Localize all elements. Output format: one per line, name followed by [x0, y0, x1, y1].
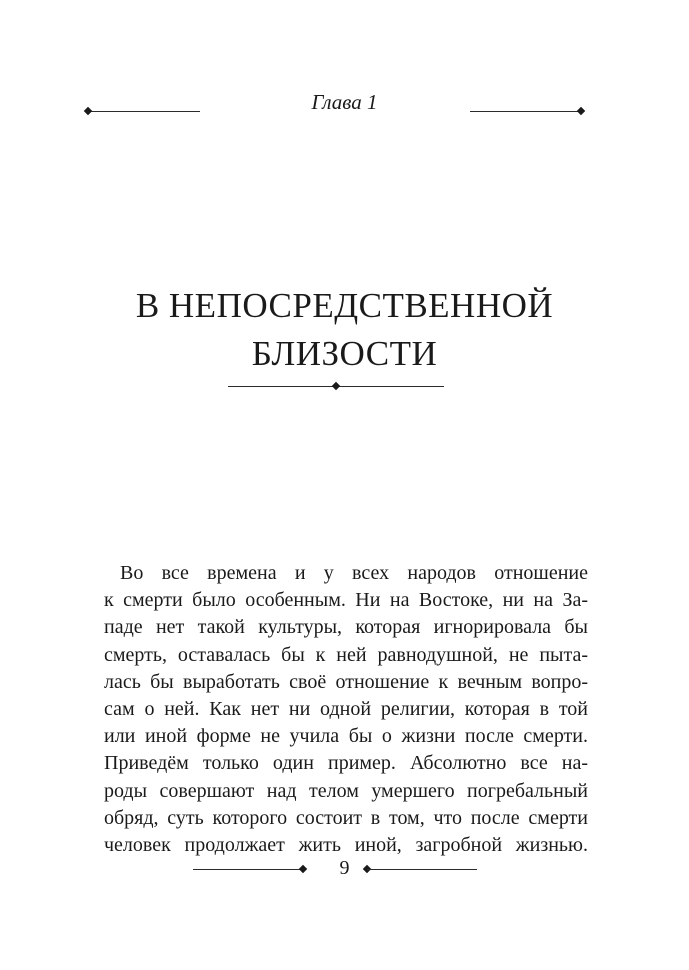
- chapter-label: Глава 1: [311, 90, 378, 114]
- page-number: 9: [339, 857, 350, 879]
- chapter-title-line: БЛИЗОСТИ: [251, 334, 438, 373]
- body-line: обряд, суть которого состоит в том, что после смерти: [104, 806, 588, 829]
- body-line: человек продолжает жить иной, загробной жизнью.: [104, 834, 588, 857]
- body-line: Приведём только один пример. Абсолютно все на-: [104, 752, 588, 775]
- body-line: Во все времена и у всех народов отношение: [120, 562, 588, 584]
- body-line: смерть, оставалась бы к ней равнодушной, не пыта-: [104, 643, 588, 666]
- title-diamond-icon: [332, 382, 340, 390]
- chapter-title-line: В НЕПОСРЕДСТВЕННОЙ: [135, 286, 554, 325]
- chapter-title: [0, 282, 689, 378]
- body-line: к смерти было особенным. Ни на Востоке, ни на За-: [104, 589, 588, 612]
- body-line: роды совершают над телом умершего погребальный: [104, 779, 588, 802]
- footer-rule-right: [367, 869, 477, 870]
- body-line: или иной форме не учила бы о жизни после смерти.: [104, 725, 588, 748]
- body-line: сам о ней. Как нет ни одной религии, которая в той: [104, 698, 588, 721]
- body-paragraph: [104, 560, 588, 859]
- body-line: лась бы выработать своё отношение к вечным вопро-: [104, 670, 588, 693]
- body-line: паде нет такой культуры, которая игнорировала бы: [104, 616, 588, 639]
